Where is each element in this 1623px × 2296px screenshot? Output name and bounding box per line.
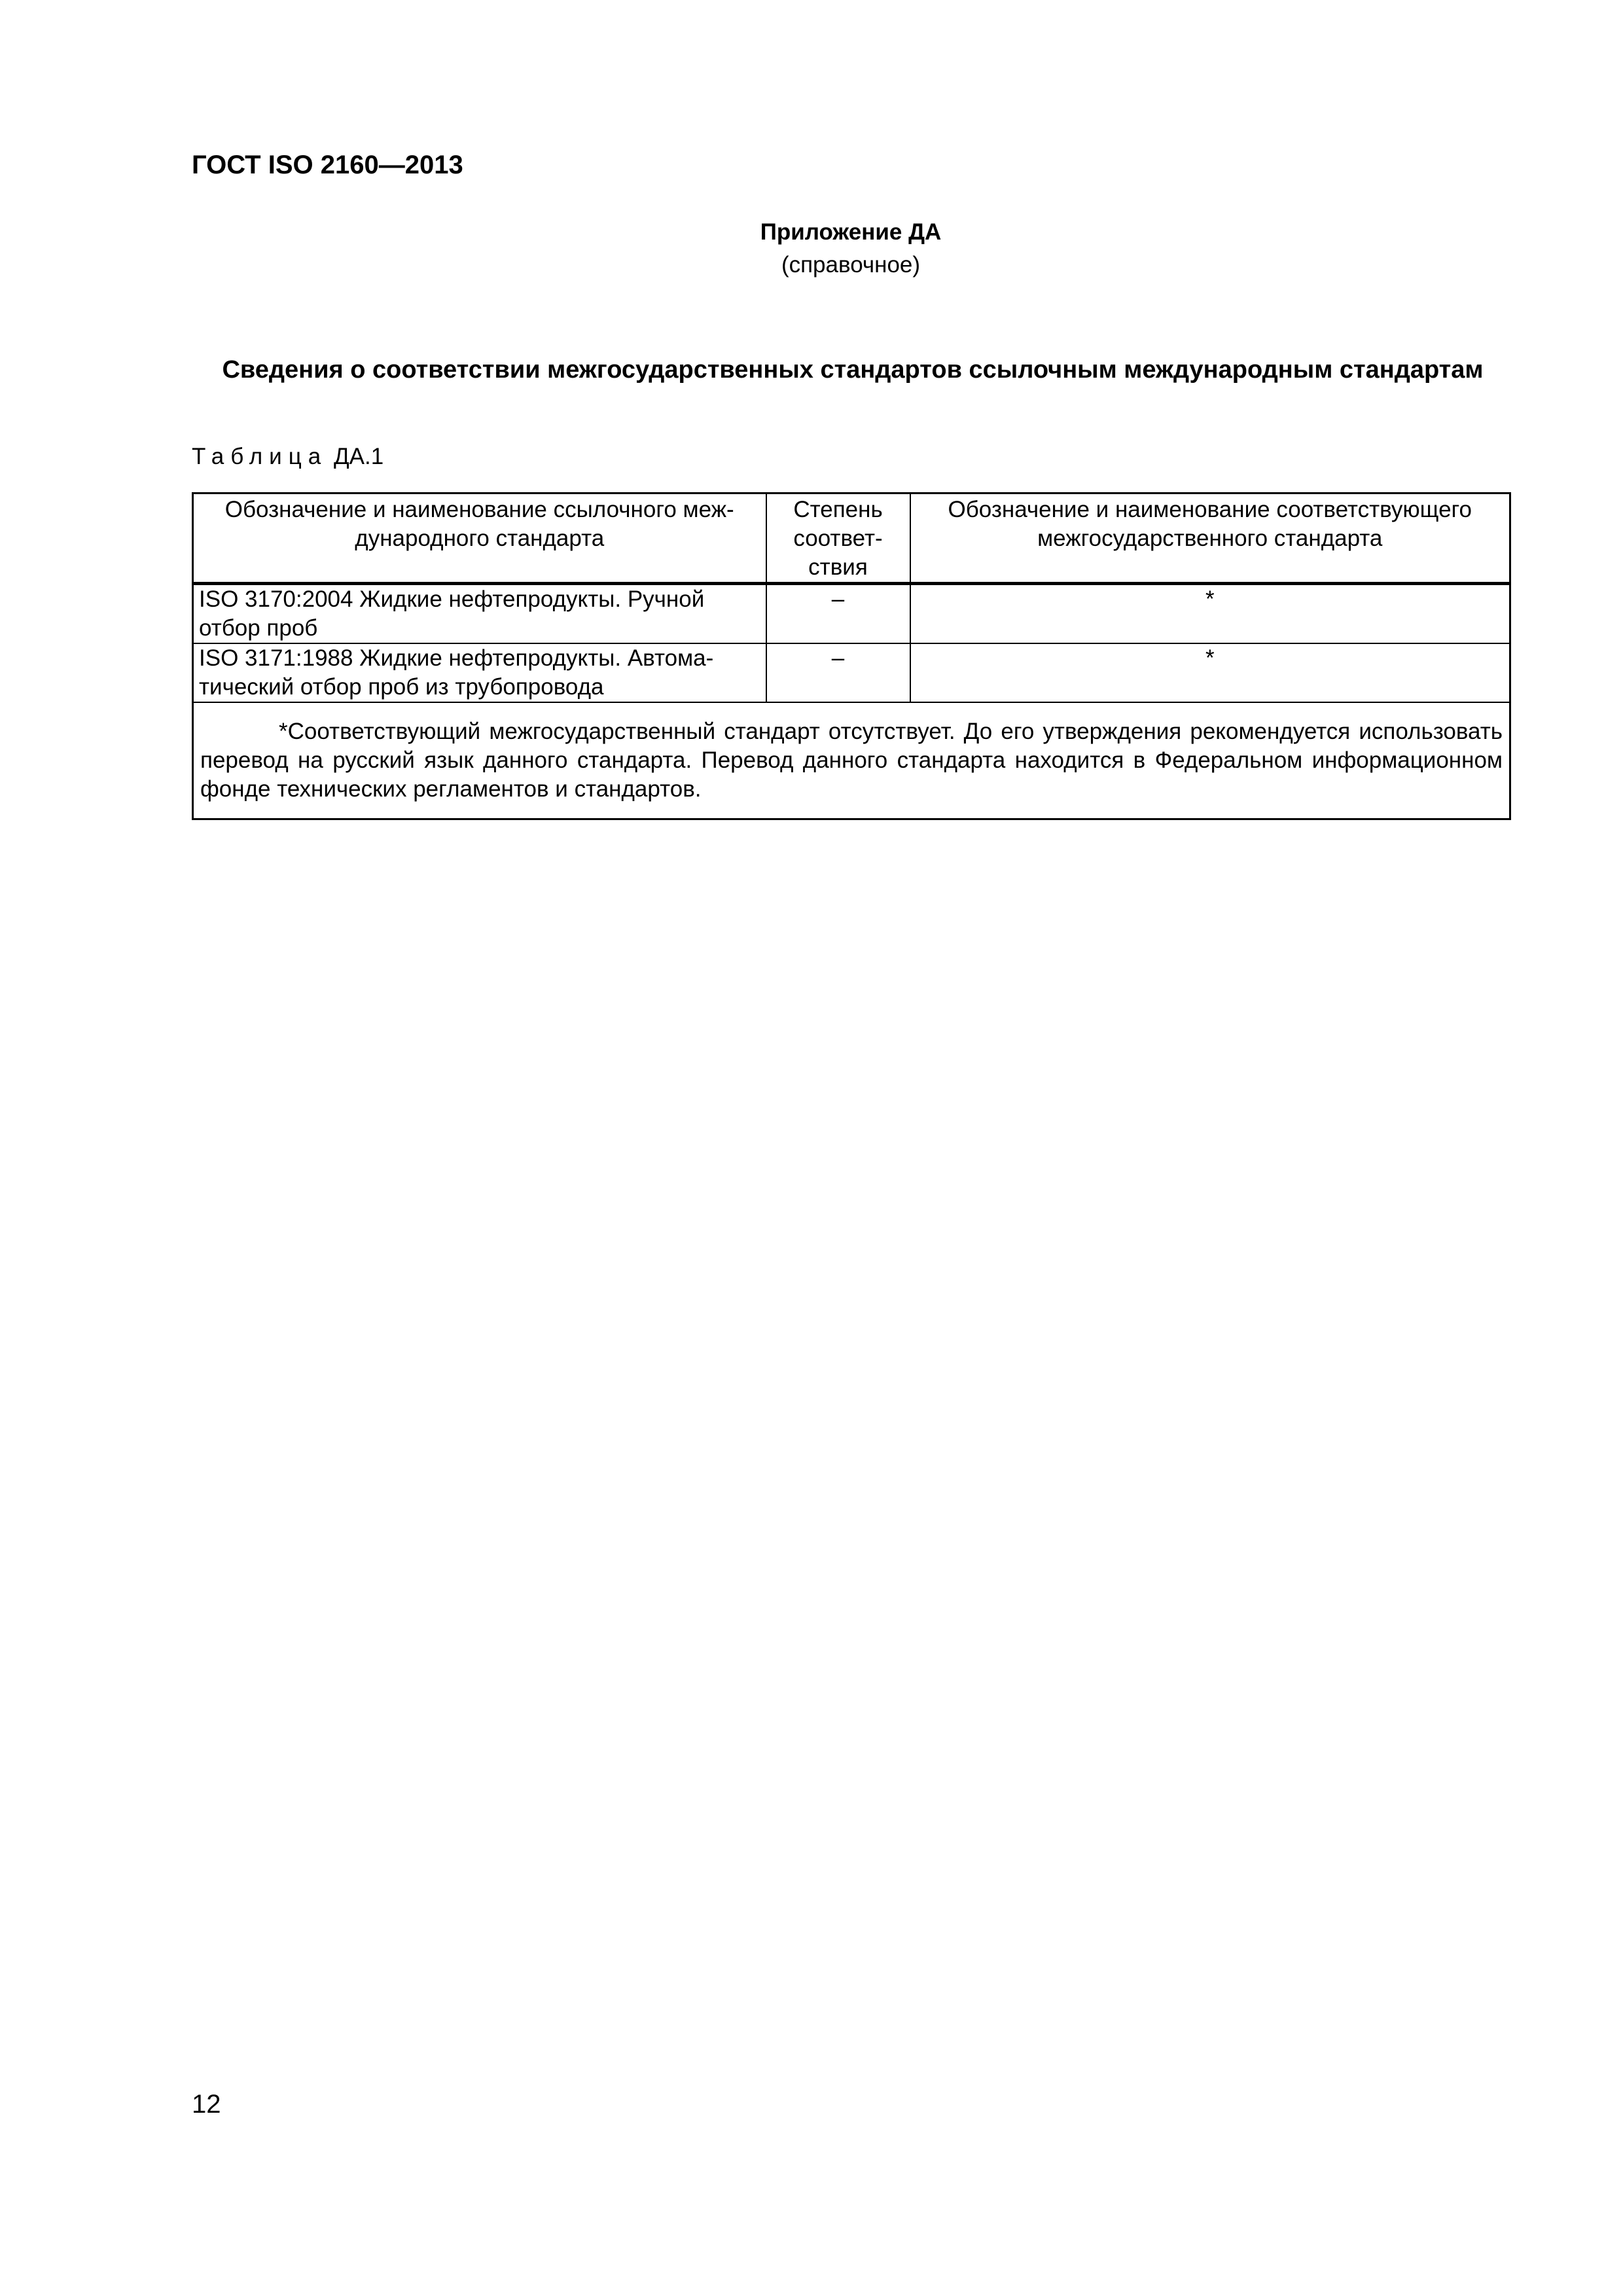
reference-standards-table: [192, 492, 1511, 820]
table-row: [193, 643, 1510, 702]
table-caption-number: ДА.1: [333, 444, 384, 469]
degree-cell: –: [766, 584, 910, 644]
footnote-text: *Соответствующий межгосударственный стандарт отсутствует. До его утверждения рекомендуется использовать перевод на русский язык данного стандарта. Перевод данного стандарта находится в Федеральном информационном фонде технических регламентов и стандартов.: [200, 719, 1503, 802]
header-reference-standard: Обозначение и наименование ссылочного меж-дународного стандарта: [193, 493, 766, 584]
reference-standard-cell: ISO 3170:2004 Жидкие нефтепродукты. Ручной отбор проб: [193, 584, 766, 644]
national-standard-cell: *: [910, 584, 1510, 644]
section-title: Сведения о соответствии межгосударственных стандартов ссылочным международным стандартам: [222, 356, 1484, 384]
annex-type: (справочное): [781, 252, 921, 278]
national-standard-cell: *: [910, 643, 1510, 702]
document-code: ГОСТ ISO 2160—2013: [192, 151, 463, 179]
table-caption: [192, 445, 383, 468]
page-number: 12: [192, 2090, 221, 2119]
degree-cell: –: [766, 643, 910, 702]
reference-standard-cell: ISO 3171:1988 Жидкие нефтепродукты. Автома-тический отбор проб из трубопровода: [193, 643, 766, 702]
annex-heading: [589, 216, 1113, 281]
table-footnote: [193, 702, 1510, 819]
table-footnote-row: [193, 702, 1510, 819]
table-row: [193, 584, 1510, 644]
header-degree-of-conformity: Степень соответ-ствия: [766, 493, 910, 584]
table-caption-word: Таблица: [192, 444, 328, 469]
annex-title: Приложение ДА: [760, 219, 942, 245]
table-header-row: [193, 493, 1510, 584]
header-national-standard: Обозначение и наименование соответствующего межгосударственного стандарта: [910, 493, 1510, 584]
